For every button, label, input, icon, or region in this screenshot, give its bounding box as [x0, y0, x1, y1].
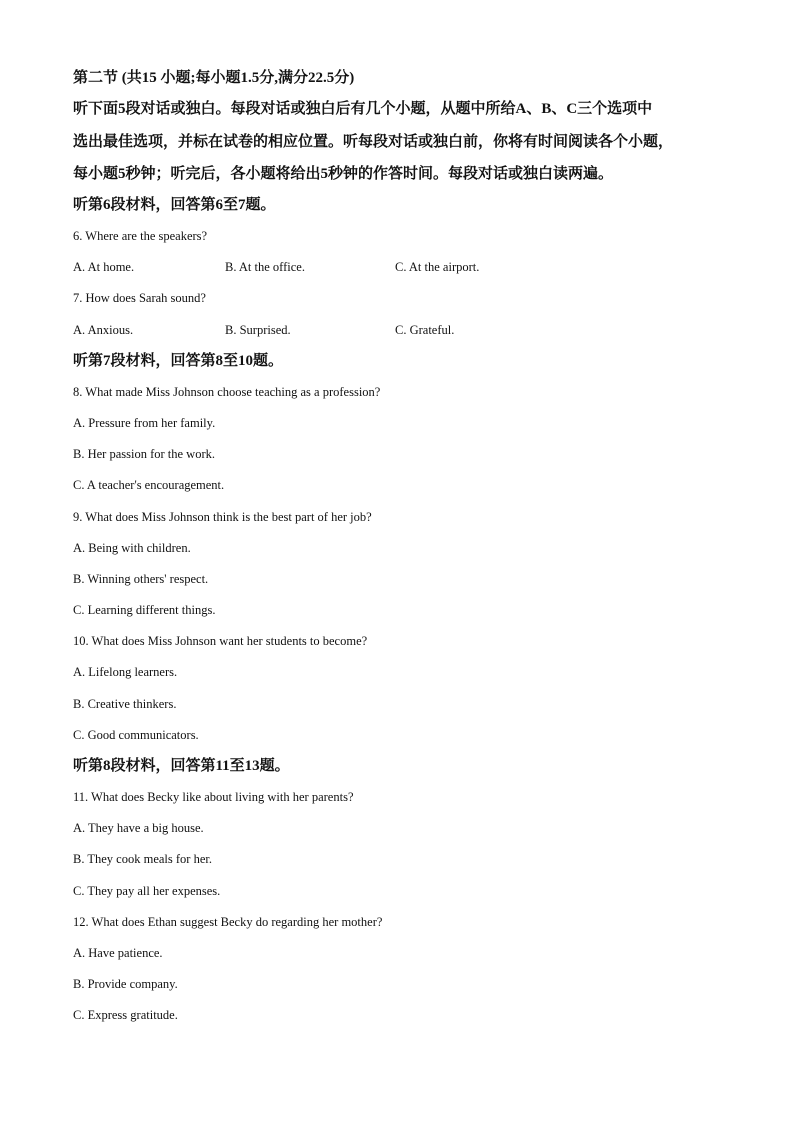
option-b: B. Creative thinkers.: [73, 696, 177, 711]
instruction-line: 选出最佳选项，并标在试卷的相应位置。听每段对话或独白前，你将有时间阅读各个小题，: [73, 134, 674, 150]
group-heading-11-13: 听第8段材料，回答第11至13题。: [73, 758, 290, 774]
group-heading-6-7: 听第6段材料，回答第6至7题。: [73, 197, 276, 213]
option-c: C. They pay all her expenses.: [73, 883, 221, 898]
option-a: A. Pressure from her family.: [73, 415, 216, 430]
question-9: 9. What does Miss Johnson think is the best part of her job?: [73, 509, 372, 524]
question-11: 11. What does Becky like about living with her parents?: [73, 790, 354, 804]
option-c: C. Express gratitude.: [73, 1008, 178, 1023]
question-10: 10. What does Miss Johnson want her students to become?: [73, 634, 368, 649]
option-b: B. At the office.: [225, 260, 305, 275]
group-heading-8-10: 听第7段材料，回答第8至10题。: [73, 352, 284, 369]
option-b: B. Winning others' respect.: [73, 571, 209, 586]
option-b: B. Surprised.: [225, 322, 291, 337]
option-a: A. Being with children.: [73, 540, 191, 555]
option-b: B. Provide company.: [73, 977, 178, 992]
question-7: 7. How does Sarah sound?: [73, 291, 206, 306]
section-instructions: [73, 92, 724, 190]
instruction-line: 听下面5段对话或独白。每段对话或独白后有几个小题，从题中所给A、B、C三个选项中: [73, 101, 653, 117]
option-c: C. Grateful.: [395, 322, 455, 337]
option-a: A. Lifelong learners.: [73, 665, 178, 680]
option-a: A. At home.: [73, 260, 135, 275]
options-6: [73, 252, 724, 283]
instruction-line: 每小题5秒钟；听完后，各小题将给出5秒钟的作答时间。每段对话或独白读两遍。: [73, 166, 614, 182]
section-heading: 第二节 (共15 小题;每小题1.5分,满分22.5分): [73, 70, 355, 86]
option-c: C. At the airport.: [395, 260, 480, 275]
question-8: 8. What made Miss Johnson choose teaching as a profession?: [73, 384, 381, 399]
option-a: A. They have a big house.: [73, 821, 204, 836]
question-6: 6. Where are the speakers?: [73, 229, 208, 243]
option-c: C. A teacher's encouragement.: [73, 478, 225, 493]
options-7: [73, 315, 724, 346]
option-a: A. Have patience.: [73, 945, 163, 960]
question-12: 12. What does Ethan suggest Becky do regarding her mother?: [73, 914, 383, 929]
option-c: C. Good communicators.: [73, 727, 199, 742]
option-c: C. Learning different things.: [73, 603, 216, 618]
option-b: B. They cook meals for her.: [73, 852, 212, 867]
option-b: B. Her passion for the work.: [73, 447, 215, 462]
option-a: A. Anxious.: [73, 322, 134, 337]
